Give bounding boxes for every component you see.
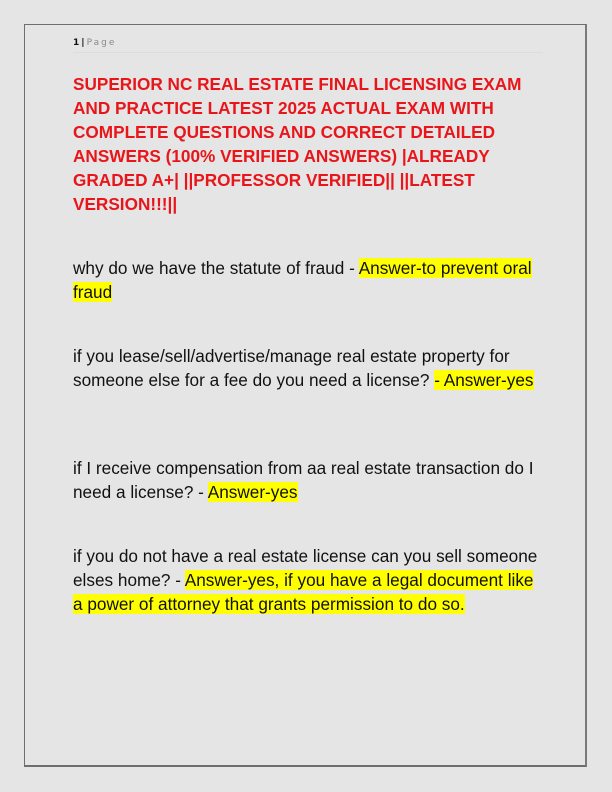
answer-text: Answer-yes, if you have a legal document like a power of attorney that grants permission to do so. <box>73 570 534 614</box>
qa-item <box>73 544 543 616</box>
question-text: if I receive compensation from aa real estate transaction do I need a license? - <box>73 458 534 502</box>
page-header <box>73 36 543 53</box>
document-page <box>24 24 587 767</box>
question-text: why do we have the statute of fraud - <box>73 258 359 278</box>
page-number: 1 <box>73 38 80 48</box>
header-separator: | <box>81 38 85 48</box>
document-title: SUPERIOR NC REAL ESTATE FINAL LICENSING EXAM AND PRACTICE LATEST 2025 ACTUAL EXAM WITH COMPLETE QUESTIONS AND CORRECT DETAILED ANSWERS (100% VERIFIED ANSWERS) |ALREADY GRADED A+| ||PROFESSOR VERIFIED|| ||LATEST VERSION!!!|| <box>73 74 522 214</box>
answer-text: Answer-yes <box>207 482 298 502</box>
qa-item <box>73 256 543 304</box>
answer-text: Answer-to prevent oral fraud <box>73 258 532 302</box>
question-text: if you lease/sell/advertise/manage real estate property for someone else for a fee do you need a license? <box>73 346 510 390</box>
question-text: if you do not have a real estate license can you sell someone elses home? - <box>73 546 538 590</box>
answer-text: - Answer-yes <box>434 370 534 390</box>
qa-item <box>73 456 543 504</box>
page-label: Page <box>86 38 117 48</box>
qa-item <box>73 344 543 392</box>
